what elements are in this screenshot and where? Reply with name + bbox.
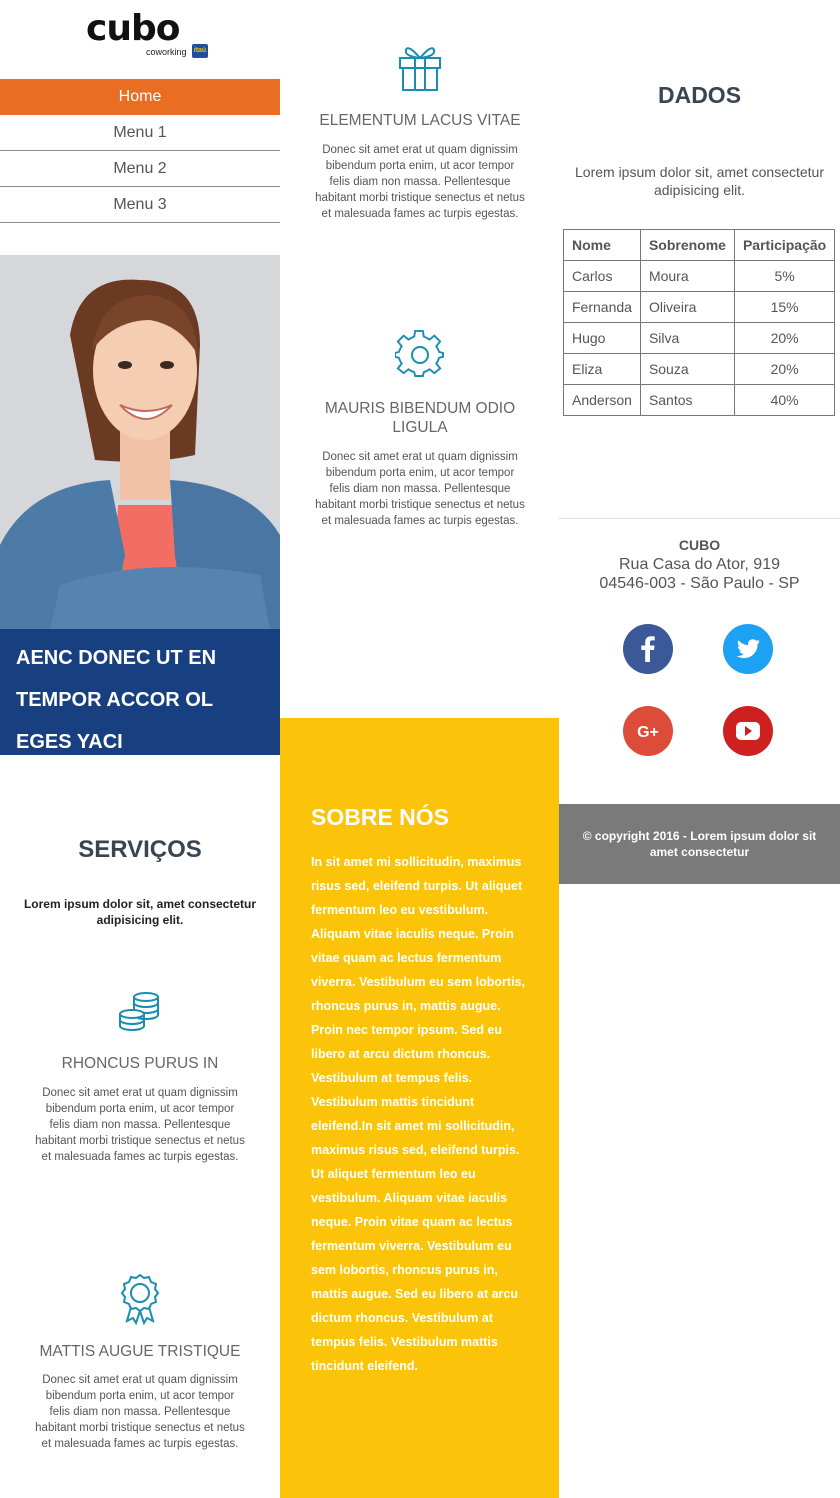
feature-text-rhoncus: Donec sit amet erat ut quam dignissim bibendum porta enim, ut acor tempor felis diam non massa. Pellentesque habitant morbi tristique senectus et netus et malesuada fames ac turpis egestas.	[35, 1087, 245, 1163]
table-cell: 40%	[734, 385, 834, 416]
table-row	[564, 292, 835, 323]
feature-title-rhoncus: RHONCUS PURUS IN	[61, 1055, 219, 1072]
table-cell: 5%	[734, 261, 834, 292]
table-row	[564, 323, 835, 354]
table-cell: Silva	[640, 323, 734, 354]
table-cell: Eliza	[564, 354, 641, 385]
about-text: In sit amet mi sollicitudin, maximus risus sed, eleifend turpis. Ut aliquet fermentum leo eu vestibulum. Aliquam vitae iaculis neque. Proin vitae quam ac lectus fermentum viverra. Vestibulum eu sem lobortis, rhoncus purus in, mattis augue. Proin nec tempor ipsum. Sed eu libero at arcu dictum rhoncus. Vestibulum at tempus felis. Vestibulum mattis tincidunt eleifend.In sit amet mi sollicitudin, maximus risus sed, eleifend turpis. Ut aliquet fermentum leo eu vestibulum. Aliquam vitae iaculis neque. Proin vitae quam ac lectus fermentum viverra. Vestibulum eu sem lobortis, rhoncus purus in, mattis augue. Sed eu libero at arcu dictum rhoncus. Vestibulum at tempus felis. Vestibulum mattis tincidunt eleifend.	[311, 855, 525, 1373]
svg-text:G+: G+	[637, 724, 659, 741]
address-street: Rua Casa do Ator, 919	[619, 556, 780, 573]
services-subtitle: Lorem ipsum dolor sit, amet consectetur adipisicing elit.	[23, 897, 257, 927]
hero-banner	[0, 629, 280, 755]
google-plus-button[interactable]	[623, 706, 673, 756]
banner-text: AENC DONEC UT EN TEMPOR ACCOR OL EGES YACI	[16, 647, 217, 753]
copyright-text: © copyright 2016 - Lorem ipsum dolor sit amet consectetur	[582, 829, 817, 859]
nav-item-menu-1[interactable]: Menu 1	[0, 115, 280, 151]
address-city: 04546-003 - São Paulo - SP	[599, 575, 800, 592]
table-header-row	[564, 230, 835, 261]
table-cell: Souza	[640, 354, 734, 385]
table-header: Participação	[734, 230, 834, 261]
google-plus-icon	[623, 706, 673, 756]
table-cell: 20%	[734, 323, 834, 354]
table-cell: Anderson	[564, 385, 641, 416]
table-cell: 15%	[734, 292, 834, 323]
woman-portrait-image	[0, 255, 280, 630]
footer	[559, 804, 840, 884]
dados-subtitle: Lorem ipsum dolor sit, amet consectetur adipisicing elit.	[575, 164, 824, 198]
table-row	[564, 385, 835, 416]
table-header: Nome	[564, 230, 641, 261]
table-cell: Oliveira	[640, 292, 734, 323]
youtube-button[interactable]	[723, 706, 773, 756]
nav-item-menu-2[interactable]: Menu 2	[0, 151, 280, 187]
about-title: SOBRE NÓS	[311, 804, 450, 830]
youtube-icon	[723, 706, 773, 756]
award-icon	[119, 1273, 161, 1330]
table-cell: Carlos	[564, 261, 641, 292]
about-section	[280, 718, 559, 1498]
company-name: CUBO	[678, 537, 721, 553]
feature-text-mauris: Donec sit amet erat ut quam dignissim bibendum porta enim, ut acor tempor felis diam non massa. Pellentesque habitant morbi tristique senectus et netus et malesuada fames ac turpis egestas.	[315, 451, 525, 527]
main-nav	[0, 79, 280, 223]
left-column	[0, 0, 280, 1498]
table-cell: Fernanda	[564, 292, 641, 323]
table-header: Sobrenome	[640, 230, 734, 261]
logo[interactable]	[86, 10, 216, 62]
table-row	[564, 354, 835, 385]
nav-item-home[interactable]: Home	[0, 79, 280, 115]
logo-subtitle: coworking	[146, 47, 187, 57]
itau-badge: itaú	[192, 44, 208, 58]
feature-title-elementum: ELEMENTUM LACUS VITAE	[319, 112, 521, 129]
coins-icon	[118, 990, 162, 1039]
table-cell: Santos	[640, 385, 734, 416]
divider	[559, 518, 840, 519]
table-cell: 20%	[734, 354, 834, 385]
feature-text-mattis: Donec sit amet erat ut quam dignissim bibendum porta enim, ut acor tempor felis diam non massa. Pellentesque habitant morbi tristique senectus et netus et malesuada fames ac turpis egestas.	[35, 1374, 245, 1450]
right-column	[559, 0, 840, 1498]
feature-text-elementum: Donec sit amet erat ut quam dignissim bibendum porta enim, ut acor tempor felis diam non massa. Pellentesque habitant morbi tristique senectus et netus et malesuada fames ac turpis egestas.	[315, 144, 525, 220]
dados-title: DADOS	[657, 82, 742, 108]
services-title: SERVIÇOS	[78, 836, 202, 863]
table-cell: Hugo	[564, 323, 641, 354]
address-block	[559, 536, 840, 593]
feature-title-mattis: MATTIS AUGUE TRISTIQUE	[39, 1343, 241, 1360]
data-table	[563, 229, 835, 416]
twitter-icon	[723, 624, 773, 674]
gear-icon	[395, 330, 445, 385]
middle-column	[280, 0, 559, 1498]
facebook-button[interactable]	[623, 624, 673, 674]
table-cell: Moura	[640, 261, 734, 292]
feature-title-mauris: MAURIS BIBENDUM ODIO LIGULA	[324, 400, 516, 436]
twitter-button[interactable]	[723, 624, 773, 674]
gift-icon	[398, 42, 442, 97]
logo-wordmark: cubo	[86, 8, 180, 49]
hero-photo	[0, 255, 280, 630]
table-row	[564, 261, 835, 292]
facebook-icon	[623, 624, 673, 674]
nav-item-menu-3[interactable]: Menu 3	[0, 187, 280, 223]
